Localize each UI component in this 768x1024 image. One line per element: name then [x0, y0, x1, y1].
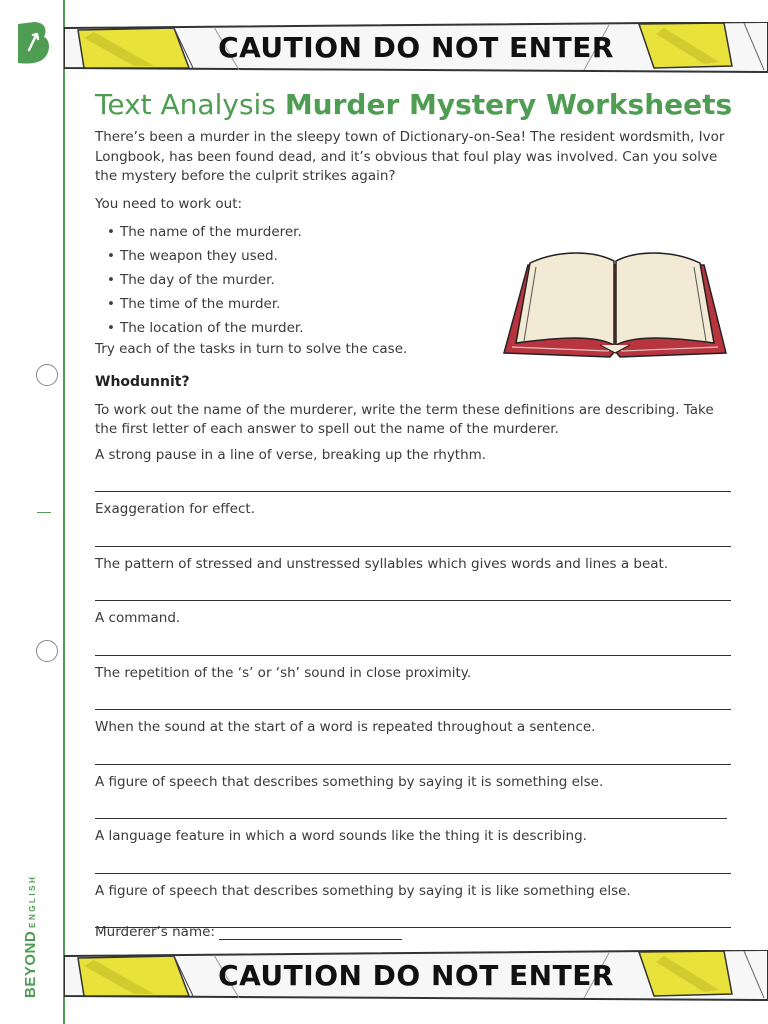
caution-tape-bottom — [64, 950, 768, 1002]
margin-line — [63, 0, 65, 1024]
answer-line-7[interactable] — [95, 792, 727, 819]
answer-line-1[interactable] — [95, 465, 731, 492]
question-text: A language feature in which a word sounds like the thing it is describing. — [95, 828, 587, 844]
caution-text-bottom: CAUTION DO NOT ENTER — [218, 959, 614, 992]
question-text: A figure of speech that describes something by saying it is something else. — [95, 773, 604, 790]
punch-hole-top — [36, 364, 58, 386]
list-item: • The name of the murderer. — [107, 224, 302, 240]
try-text: Try each of the tasks in turn to solve the case. — [95, 341, 408, 357]
answer-line-5[interactable] — [95, 683, 731, 710]
page-title — [95, 88, 735, 122]
punch-hole-bottom — [36, 640, 58, 662]
question-text: The pattern of stressed and unstressed syllables which gives words and lines a beat. — [95, 555, 669, 572]
question-text: The repetition of the ‘s’ or ‘sh’ sound in close proximity. — [95, 664, 472, 681]
question-text: A command. — [95, 610, 181, 626]
answer-line-8[interactable] — [95, 847, 731, 874]
list-item: • The day of the murder. — [107, 272, 275, 288]
question-text: When the sound at the start of a word is repeated throughout a sentence. — [95, 719, 596, 735]
title-light: Text Analysis — [95, 88, 276, 121]
intro-paragraph: There’s been a murder in the sleepy town of Dictionary-on-Sea! The resident wordsmith, Ivor Longbook, has been found dead, and it’s obvious that foul play was involved. Can you solve the mystery before the culprit strikes again? — [95, 129, 725, 184]
beyond-logo-icon — [14, 20, 52, 66]
murderer-name-field[interactable] — [219, 924, 402, 940]
murderer-name-row — [95, 924, 402, 940]
title-bold: Murder Mystery Worksheets — [284, 88, 733, 121]
question-text: Exaggeration for effect. — [95, 501, 255, 517]
caution-tape-top — [64, 22, 768, 74]
brand-vertical — [22, 875, 40, 998]
need-label: You need to work out: — [95, 195, 243, 212]
list-item: • The weapon they used. — [107, 248, 278, 264]
question-text: A figure of speech that describes something by saying it is like something else. — [95, 882, 631, 899]
list-item: • The location of the murder. — [107, 320, 304, 336]
answer-line-4[interactable] — [95, 629, 731, 656]
open-book-icon — [500, 245, 730, 360]
murderer-name-label: Murderer’s name: — [95, 924, 215, 940]
answer-line-2[interactable] — [95, 520, 731, 547]
section-heading: Whodunnit? — [95, 373, 190, 390]
section-instructions: To work out the name of the murderer, write the term these definitions are describing. Take the first letter of each answer to spell out the name of the murderer. — [95, 401, 714, 437]
worksheet-content — [95, 88, 735, 936]
margin-tick — [37, 512, 51, 513]
list-item: • The time of the murder. — [107, 296, 281, 312]
answer-line-3[interactable] — [95, 574, 731, 601]
question-text: A strong pause in a line of verse, breaking up the rhythm. — [95, 446, 487, 463]
caution-text-top: CAUTION DO NOT ENTER — [218, 31, 614, 64]
answer-line-6[interactable] — [95, 738, 731, 765]
brand-word-english: ENGLISH — [28, 874, 37, 928]
brand-word-beyond: BEYOND — [22, 930, 39, 998]
